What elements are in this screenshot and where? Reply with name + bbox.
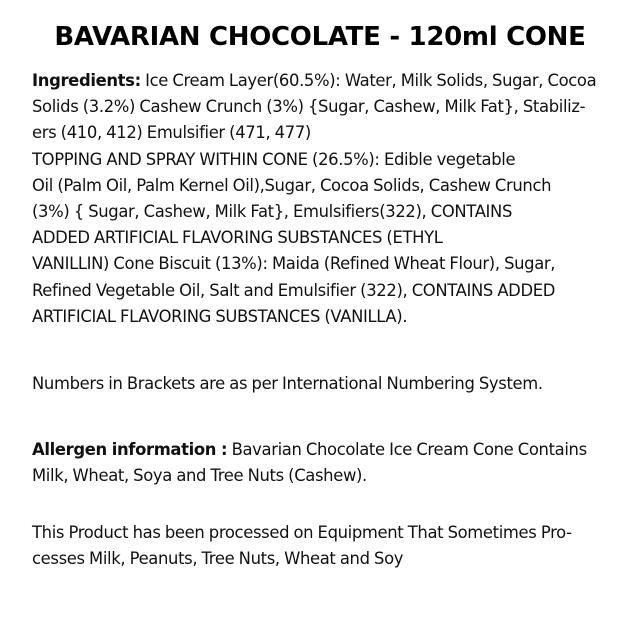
allergen-line: Milk, Wheat, Soya and Tree Nuts (Cashew). [32, 466, 367, 486]
ingredients-line: ARTIFICIAL FLAVORING SUBSTANCES (VANILLA). [32, 306, 408, 326]
ingredients-line [32, 68, 612, 94]
allergen-text: Bavarian Chocolate Ice Cream Cone Contains [227, 440, 587, 459]
ingredients-line: VANILLIN) Cone Biscuit (13%): Maida (Refined Wheat Flour), Sugar, [32, 254, 556, 274]
ingredients-line: ers (410, 412) Emulsifier (471, 477) [32, 123, 311, 143]
ingredients-line: Refined Vegetable Oil, Salt and Emulsifier (322), CONTAINS ADDED [32, 280, 556, 300]
ingredients-section [32, 68, 612, 330]
equipment-note [32, 520, 612, 572]
equipment-line: This Product has been processed on Equipment That Sometimes Pro- [32, 523, 572, 542]
ingredients-line: (3%) { Sugar, Cashew, Milk Fat}, Emulsifiers(322), CONTAINS [32, 202, 513, 222]
numbering-note [32, 371, 612, 397]
allergen-label: Allergen information : [32, 440, 228, 459]
ingredients-line: TOPPING AND SPRAY WITHIN CONE (26.5%): Edible vegetable [32, 149, 516, 169]
numbering-note-text: Numbers in Brackets are as per International Numbering System. [32, 374, 543, 393]
ingredients-text: Ice Cream Layer(60.5%): Water, Milk Solids, Sugar, Cocoa [140, 71, 597, 90]
ingredients-line: Solids (3.2%) Cashew Crunch (3%) {Sugar, Cashew, Milk Fat}, Stabiliz- [32, 97, 586, 117]
equipment-line: cesses Milk, Peanuts, Tree Nuts, Wheat and Soy [32, 549, 404, 569]
product-title: BAVARIAN CHOCOLATE - 120ml CONE [54, 22, 586, 52]
allergen-section [32, 437, 612, 489]
ingredients-line: Oil (Palm Oil, Palm Kernel Oil),Sugar, Cocoa Solids, Cashew Crunch [32, 175, 552, 195]
ingredients-label: Ingredients: [32, 71, 141, 90]
ingredients-line: ADDED ARTIFICIAL FLAVORING SUBSTANCES (ETHYL [32, 228, 443, 248]
allergen-line [32, 437, 612, 463]
